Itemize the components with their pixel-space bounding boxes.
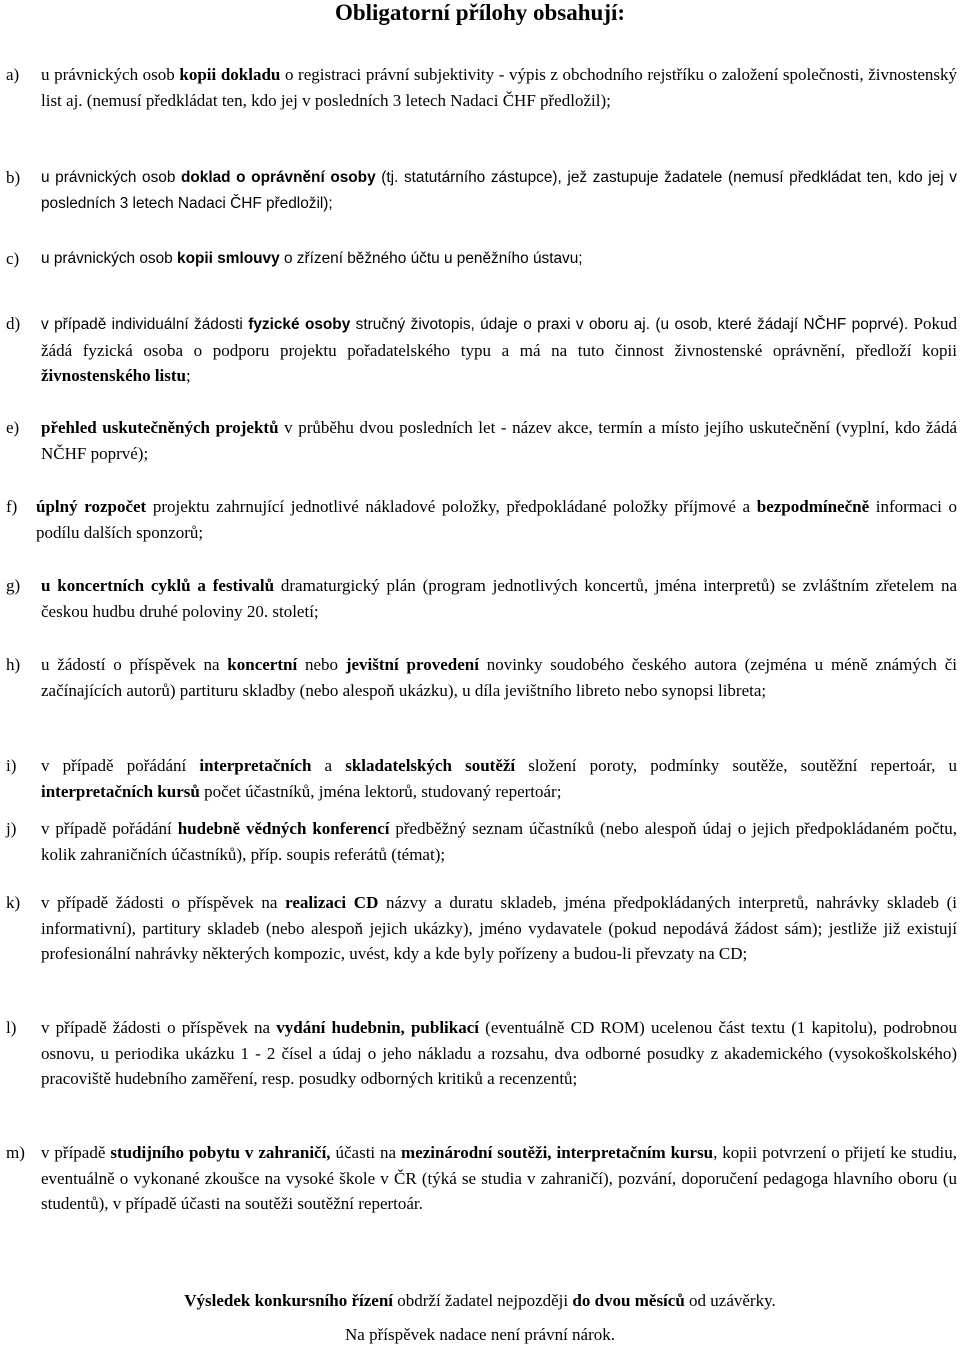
- page-title: Obligatorní přílohy obsahují:: [334, 0, 626, 25]
- text-run-bold: bezpodmínečně: [756, 497, 870, 516]
- item-label: b): [6, 168, 21, 187]
- item-label: j): [6, 819, 17, 838]
- text-run: informaci o podílu dalších sponzorů;: [36, 497, 957, 542]
- text-run-bold: fyzické osoby: [248, 316, 351, 333]
- footer-no-claim-note: [0, 1322, 960, 1347]
- item-label: e): [6, 418, 20, 437]
- text-run: v případě pořádání: [41, 756, 200, 775]
- text-run: stručný životopis, údaje o praxi v oboru aj. (u osob, které žádají NČHF poprvé).: [350, 316, 914, 333]
- item-text: [41, 62, 957, 113]
- item-label: g): [6, 576, 21, 595]
- text-run: dramaturgický plán (program jednotlivých koncertů, jména interpretů) se zvláštním zřetelem na českou hudbu druhé poloviny 20. století;: [41, 576, 957, 621]
- item-label: d): [6, 314, 21, 333]
- text-run-bold: vydání hudebnin, publikací: [276, 1018, 479, 1037]
- item-text: [41, 165, 957, 216]
- text-run-bold: koncertní: [227, 655, 298, 674]
- footer-result-note: [0, 1288, 960, 1313]
- item-label: m): [6, 1143, 25, 1162]
- text-run-bold: studijního pobytu v zahraničí,: [110, 1143, 331, 1162]
- text-run-bold: u koncertních cyklů a festivalů: [41, 576, 275, 595]
- item-label: i): [6, 756, 17, 775]
- text-run: , kopii potvrzení o přijetí ke studiu, eventuálně o vykonané zkoušce na vysoké škole v ČR (týká se studia v zahraničí), pozvání, doporučení pedagoga hlavního oboru (u studentů), v případě účasti na soutěži soutěžní repertoár.: [41, 1143, 957, 1213]
- text-run-bold: realizaci CD: [285, 893, 379, 912]
- text-run: u žádostí o příspěvek na: [41, 655, 228, 674]
- text-run: v případě pořádání: [41, 819, 178, 838]
- text-run: u právnických osob: [41, 65, 180, 84]
- text-run: v případě žádosti o příspěvek na: [41, 893, 286, 912]
- text-run: složení poroty, podmínky soutěže, soutěžní repertoár, u: [515, 756, 958, 775]
- item-text: [41, 890, 957, 967]
- text-run: předběžný seznam účastníků (nebo alespoň údaj o jejich předpokládaném počtu, kolik zahraničních účastníků), příp. soupis referátů (témat);: [41, 819, 958, 864]
- text-run-bold: úplný rozpočet: [36, 497, 147, 516]
- text-run: ;: [186, 366, 191, 385]
- item-text: [41, 1140, 957, 1217]
- text-run: účasti na: [330, 1143, 402, 1162]
- text-run: a: [311, 756, 346, 775]
- item-label: h): [6, 655, 21, 674]
- item-text: [41, 652, 957, 703]
- text-run-bold: mezinárodní soutěži, interpretačním kursu: [401, 1143, 714, 1162]
- text-run: obdrží žadatel nejpozději: [393, 1291, 573, 1310]
- text-run-bold: přehled uskutečněných projektů: [41, 418, 279, 437]
- text-run: v průběhu dvou posledních let - název akce, termín a místo jejího uskutečnění (vyplní, kdo žádá NČHF poprvé);: [41, 418, 957, 463]
- text-run-bold: Výsledek konkursního řízení: [184, 1291, 393, 1310]
- text-run-bold: doklad o oprávnění osoby: [180, 169, 376, 186]
- text-run-bold: skladatelských soutěží: [345, 756, 516, 775]
- item-text: [41, 573, 957, 624]
- text-run: (tj. statutárního zástupce), jež zastupuje žadatele (nemusí předkládat ten, kdo jej v posledních 3 letech Nadaci ČHF předložil);: [41, 169, 957, 212]
- item-text: [41, 311, 957, 389]
- text-run: Na příspěvek nadace není právní nárok.: [345, 1325, 615, 1344]
- text-run: nebo: [297, 655, 346, 674]
- text-run-bold: interpretačních: [199, 756, 312, 775]
- text-run: projektu zahrnující jednotlivé nákladové položky, předpokládané položky příjmové a: [146, 497, 757, 516]
- item-label: f): [6, 497, 18, 516]
- item-label: a): [6, 65, 20, 84]
- text-run: počet účastníků, jména lektorů, studovaný repertoár;: [199, 781, 562, 801]
- item-text: [36, 494, 957, 545]
- text-run-bold: do dvou měsíců: [572, 1291, 685, 1310]
- text-run-bold: interpretačních kursů: [41, 781, 200, 801]
- text-run: v případě individuální žádosti: [41, 316, 249, 333]
- text-run: (eventuálně CD ROM) ucelenou část textu (1 kapitolu), podrobnou osnovu, u periodika ukázku 1 - 2 čísel a údaj o jeho nákladu a rozsahu, dva odborné posudky z akademického (vysokoškolského) pracoviště hudebního zaměření, resp. posudky odborných kritiků a recenzentů;: [41, 1018, 957, 1088]
- item-text: [41, 246, 957, 272]
- text-run: o zřízení běžného účtu u peněžního ústavu;: [279, 250, 583, 267]
- item-label: l): [6, 1018, 17, 1037]
- text-run: názvy a duratu skladeb, jména předpokládaných interpretů, nahrávky skladeb (i informativní), partitury skladeb (nebo alespoň jejich ukázky), jméno vydavatele (pokud nepodává žádost sám); jestliže již existují profesionální nahrávky některých kompozic, uvést, kdy a kde byly pořízeny a budou-li převzaty na CD;: [41, 893, 958, 963]
- text-run: novinky soudobého českého autora (zejména u méně známých či začínajících autorů) partituru skladby (nebo alespoň ukázku), u díla jevištního libreto nebo synopsi libreta;: [41, 655, 958, 700]
- item-text: [41, 1015, 957, 1092]
- text-run: u právnických osob: [41, 250, 178, 267]
- text-run: v případě žádosti o příspěvek na: [41, 1018, 277, 1037]
- item-label: c): [6, 249, 20, 268]
- text-run-bold: živnostenského listu: [41, 366, 186, 385]
- text-run: od uzávěrky.: [684, 1291, 776, 1310]
- item-text: [41, 415, 957, 466]
- text-run: o registraci právní subjektivity - výpis z obchodního rejstříku o založení společnosti, živnostenský list aj. (nemusí předkládat ten, kdo jej v posledních 3 letech Nadaci ČHF předložil);: [41, 65, 957, 110]
- item-text: [41, 816, 957, 867]
- text-run: v případě: [41, 1143, 111, 1162]
- item-label: k): [6, 893, 21, 912]
- text-run-bold: kopii dokladu: [179, 65, 281, 84]
- text-run-bold: kopii smlouvy: [177, 250, 280, 267]
- item-text: [41, 753, 957, 804]
- text-run: u právnických osob: [41, 169, 181, 186]
- text-run-bold: jevištní provedení: [345, 655, 479, 674]
- text-run: Pokud žádá fyzická osoba o podporu projektu pořadatelského typu a má na tuto činnost živnostenské oprávnění, předloží kopii: [41, 314, 957, 360]
- text-run-bold: hudebně vědných konferencí: [177, 819, 390, 838]
